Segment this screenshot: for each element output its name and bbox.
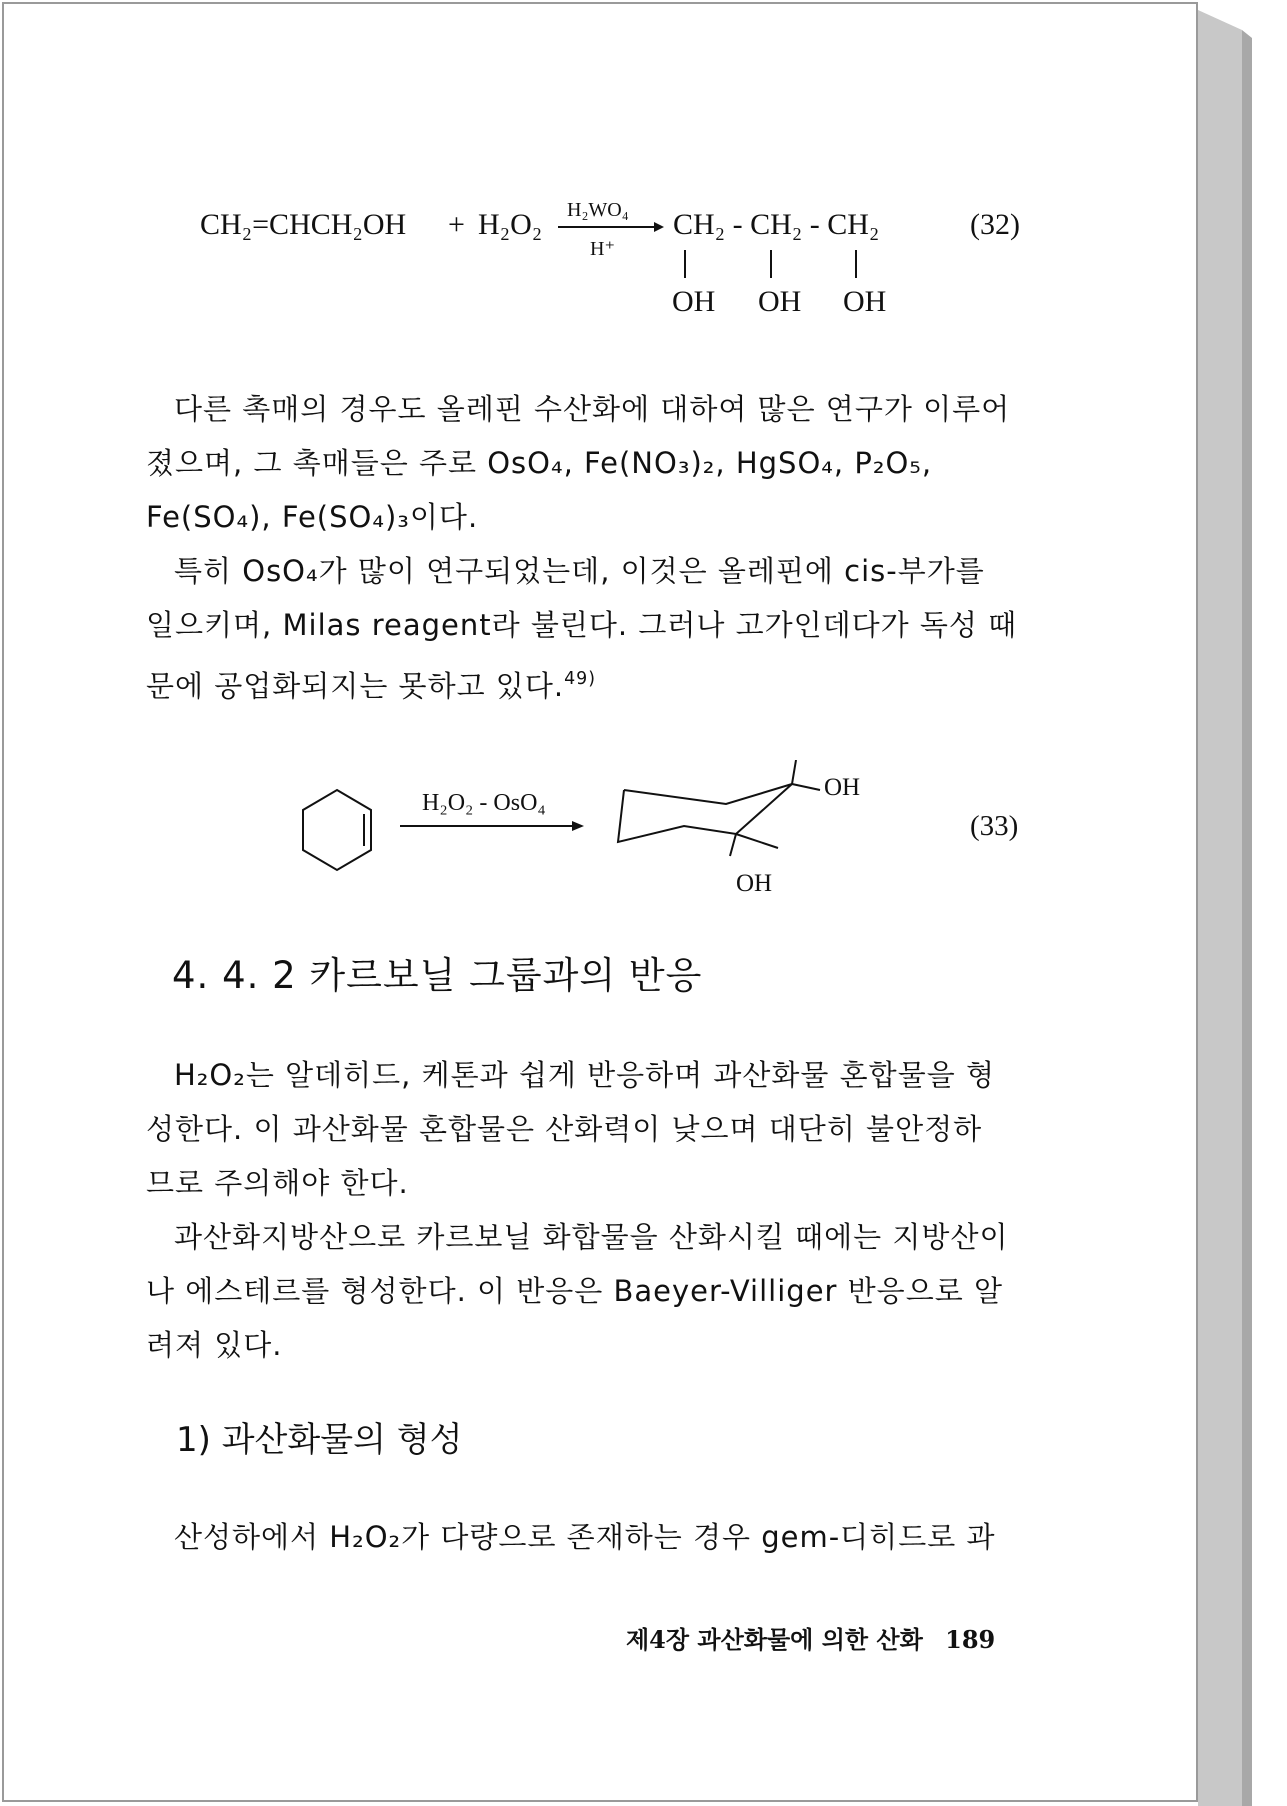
- eq32-catalyst-top: H₂WO₄: [567, 199, 629, 221]
- cyclohexane-chair: [618, 784, 792, 842]
- eq32-plus: +: [448, 208, 465, 241]
- section-heading: 4. 4. 2 카르보닐 그룹과의 반응: [172, 954, 703, 997]
- para2-line2: 일으키며, Milas reagent라 불린다. 그러나 고가인데다가 독성 때: [146, 608, 1018, 642]
- eq33-oh-bottom: OH: [736, 870, 773, 897]
- page-edge-shadow: [1198, 10, 1258, 1806]
- para2-line3: 문에 공업화되지는 못하고 있다.: [146, 669, 565, 704]
- para3-line1: H₂O₂는 알데히드, 케톤과 쉽게 반응하며 과산화물 혼합물을 형: [174, 1058, 995, 1092]
- para1-line3: Fe(SO₄), Fe(SO₄)₃이다.: [146, 500, 479, 534]
- footer-page-number: 189: [945, 1625, 996, 1654]
- eq32-oh-2: OH: [758, 285, 802, 318]
- eq32-number: (32): [970, 208, 1020, 241]
- eq33-scheme: [290, 760, 1050, 910]
- para3-line3: 므로 주의해야 한다.: [146, 1166, 409, 1200]
- eq32-oh-3: OH: [843, 285, 887, 318]
- paragraph-carbonyl: [146, 1048, 1036, 1372]
- page-footer: [626, 1620, 995, 1655]
- para2-line1: 특히 OsO₄가 많이 연구되었는데, 이것은 올레핀에 cis-부가를: [174, 554, 985, 588]
- para3-line2: 성한다. 이 과산화물 혼합물은 산화력이 낮으며 대단히 불안정하: [146, 1112, 983, 1146]
- eq33-number: (33): [970, 810, 1019, 842]
- paragraph-peroxide-formation: [146, 1510, 1036, 1564]
- para4-line2: 나 에스테르를 형성한다. 이 반응은 Baeyer-Villiger 반응으로 알: [146, 1274, 1003, 1308]
- subsection-heading: 1) 과산화물의 형성: [176, 1420, 463, 1460]
- eq32-bonds: [670, 248, 870, 282]
- eq32-catalyst-bottom: H⁺: [590, 238, 615, 260]
- para2-ref: 49): [564, 669, 596, 689]
- para4-line3: 려져 있다.: [146, 1328, 283, 1362]
- eq32-arrow: [556, 220, 666, 234]
- para5-line1: 산성하에서 H₂O₂가 다량으로 존재하는 경우 gem-디히드로 과: [174, 1520, 996, 1554]
- para1-line2: 졌으며, 그 촉매들은 주로 OsO₄, Fe(NO₃)₂, HgSO₄, P₂O₅,: [146, 446, 933, 480]
- eq33-oh-top: OH: [824, 774, 861, 801]
- eq32-reactant2: H₂O₂: [478, 208, 543, 241]
- eq32-product: CH₂ - CH₂ - CH₂: [673, 208, 880, 241]
- eq32-oh-1: OH: [672, 285, 716, 318]
- paragraph-olefin-catalysts: [146, 382, 1036, 713]
- cyclohexene-ring: [303, 790, 371, 870]
- eq32-reactant1: CH₂=CHCH₂OH: [200, 208, 407, 241]
- para4-line1: 과산화지방산으로 카르보닐 화합물을 산화시킬 때에는 지방산이: [174, 1220, 1009, 1254]
- eq33-reagent: H₂O₂ - OsO₄: [422, 790, 546, 816]
- para1-line1: 다른 촉매의 경우도 올레핀 수산화에 대하여 많은 연구가 이루어: [174, 392, 1011, 426]
- footer-chapter: 제4장 과산화물에 의한 산화: [626, 1625, 923, 1654]
